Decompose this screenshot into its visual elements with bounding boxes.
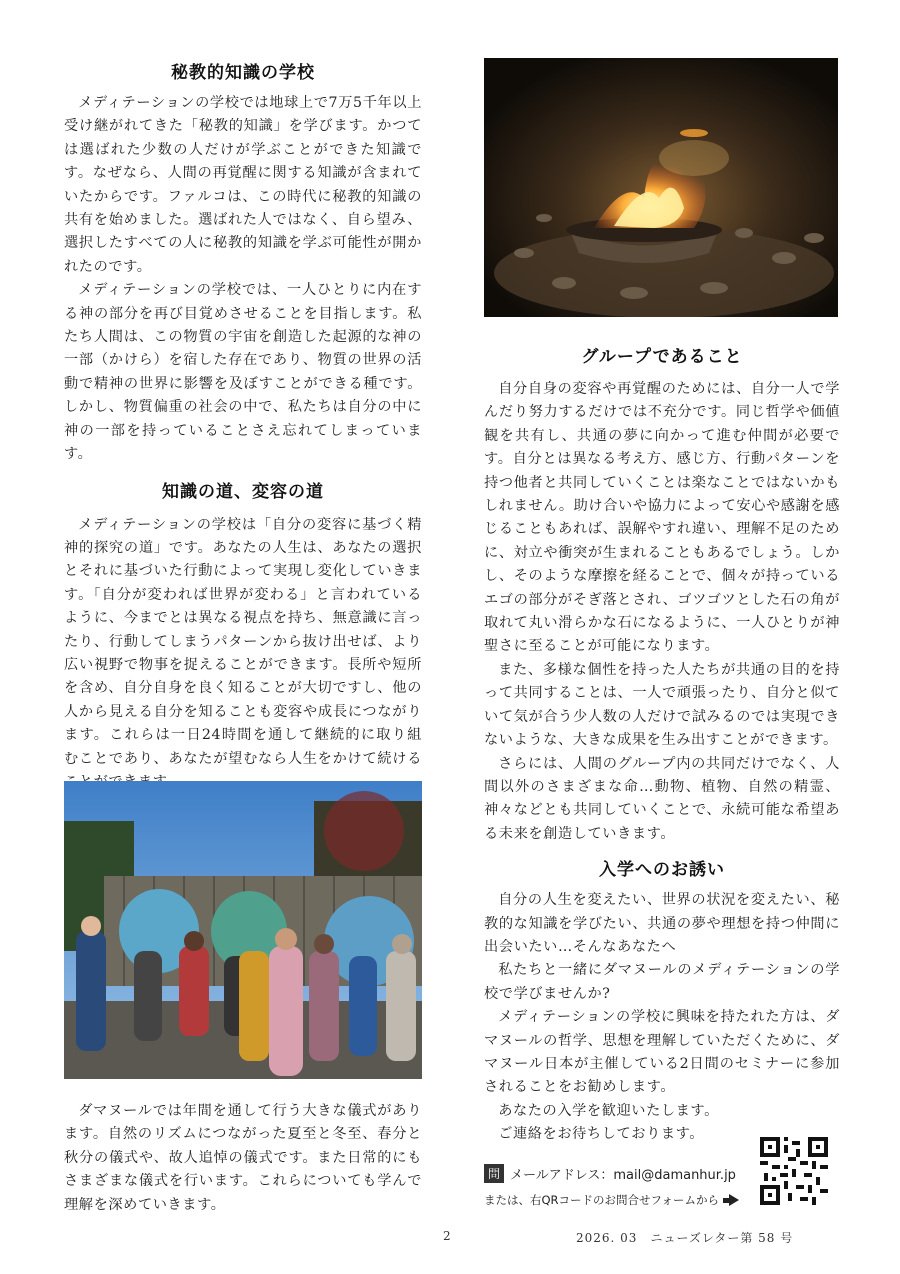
inquiry-tag: 問 (484, 1164, 504, 1183)
fire-ritual-photo (484, 58, 838, 317)
qr-note: または、右QRコードのお問合せフォームから (484, 1193, 719, 1207)
paragraph: ご連絡をお待ちしております。 (498, 1126, 705, 1143)
group-ritual-photo (64, 781, 422, 1079)
paragraph: ダマヌールでは年間を通して行う大きな儀式があります。自然のリズムにつながった夏至と冬至、春分と秋分の儀式や、故人追悼の儀式です。また日常的にもさまざまな儀式を行います。これらについても学んで理解を深めていきます。 (64, 1103, 422, 1213)
qr-code-icon (760, 1137, 828, 1205)
qr-code[interactable] (760, 1137, 828, 1205)
section-title-path-of-knowledge: 知識の道、変容の道 (162, 481, 324, 502)
page-number: 2 (443, 1229, 452, 1243)
paragraph: メディテーションの学校では、一人ひとりに内在する神の部分を再び目覚めさせることを目指します。私たち人間は、この物質の宇宙を創造した起源的な神の一部（かけら）を宿した存在であり、物質の世界の活動で精神の世界に影響を及ぼすことができる種です。しかし、物質偏重の社会の中で、私たちは自分の中に神の一部を持っていることさえ忘れてしまっています。 (64, 282, 422, 463)
section-title-invitation: 入学へのお誘い (599, 860, 725, 881)
paragraph: さらには、人間のグループ内の共同だけでなく、人間以外のさまざまな命…動物、植物、自然の精霊、神々などとも共同していくことで、永続可能な希望ある未来を創造していきます。 (484, 755, 840, 842)
fire-bowl-image (484, 58, 838, 317)
arrow-right-icon (719, 1194, 739, 1206)
paragraph: メディテーションの学校に興味を持たれた方は、ダマヌールの哲学、思想を理解していただくために、ダマヌール日本が主催している2日間のセミナーに参加されることをお勧めします。 (484, 1009, 840, 1096)
paragraph: また、多様な個性を持った人たちが共通の目的を持って共同することは、一人で頑張ったり、自分と似ていて気が合う少人数の人だけで試みるのでは実現できないような、大きな成果を生み出すことができます。 (484, 661, 840, 749)
section-title-being-a-group: グループであること (581, 347, 743, 367)
paragraph: あなたの入学を歓迎いたします。 (498, 1102, 719, 1119)
left-column (64, 58, 422, 794)
left-ritual-caption (64, 1100, 422, 1217)
email-link[interactable]: メールアドレス：mail@damanhur.jp (510, 1168, 736, 1183)
right-column (484, 342, 840, 1147)
paragraph: 自分自身の変容や再覚醒のためには、自分一人で学んだり努力するだけでは不充分です。同じ哲学や価値観を共有し、共通の夢に向かって進む仲間が必要です。自分とは異なる考え方、感じ方、行動パターンを持つ他者と共同していくことは楽なことではないかもしれません。助け合いや協力によって安心や感謝を感じることもあれば、誤解やすれ違い、理解不足のために、対立や衝突が生まれることもあるでしょう。しかし、そのような摩擦を経ることで、個々が持っているエゴの部分がそぎ落とされ、ゴツゴツとした石の角が取れて丸い滑らかな石になるように、一人ひとりが神聖さに至ることが可能になります。 (484, 381, 840, 655)
paragraph: メディテーションの学校では地球上で7万5千年以上受け継がれてきた「秘教的知識」を学びます。かつては選ばれた少数の人だけが学ぶことができた知識です。なぜなら、人間の再覚醒に関する知識が含まれていたからです。ファルコは、この時代に秘教的知識の共有を始めました。選ばれた人ではなく、自ら望み、選択したすべての人に秘教的知識を学ぶ可能性が開かれたのです。 (64, 95, 422, 275)
group-ritual-image (64, 781, 422, 1079)
issue-label: 2026. 03 ニューズレター第 58 号 (576, 1231, 794, 1245)
contact-block (484, 1164, 739, 1208)
paragraph: メディテーションの学校は「自分の変容に基づく精神的探究の道」です。あなたの人生は、あなたの選択とそれに基づいた行動によって実現し変化していきます。「自分が変われば世界が変わる」と言われているように、今までとは異なる視点を持ち、無意識に言ったり、行動してしまうパターンから抜け出せば、より広い視野で物事を捉えることができます。長所や短所を含め、自分自身を良く知ることが大切ですし、他の人から見える自分を知ることも変容や成長につながります。これらは一日24時間を通して継続的に取り組むことであり、あなたが望むなら人生をかけて続ける (64, 516, 422, 767)
paragraph: 自分の人生を変えたい、世界の状況を変えたい、秘教的な知識を学びたい、共通の夢や理想を持つ仲間に出会いたい…そんなあなたへ (484, 892, 840, 955)
paragraph: 私たちと一緒にダマヌールのメディテーションの学校で学びませんか? (484, 962, 840, 1002)
section-title-esoteric-school: 秘教的知識の学校 (171, 63, 315, 83)
